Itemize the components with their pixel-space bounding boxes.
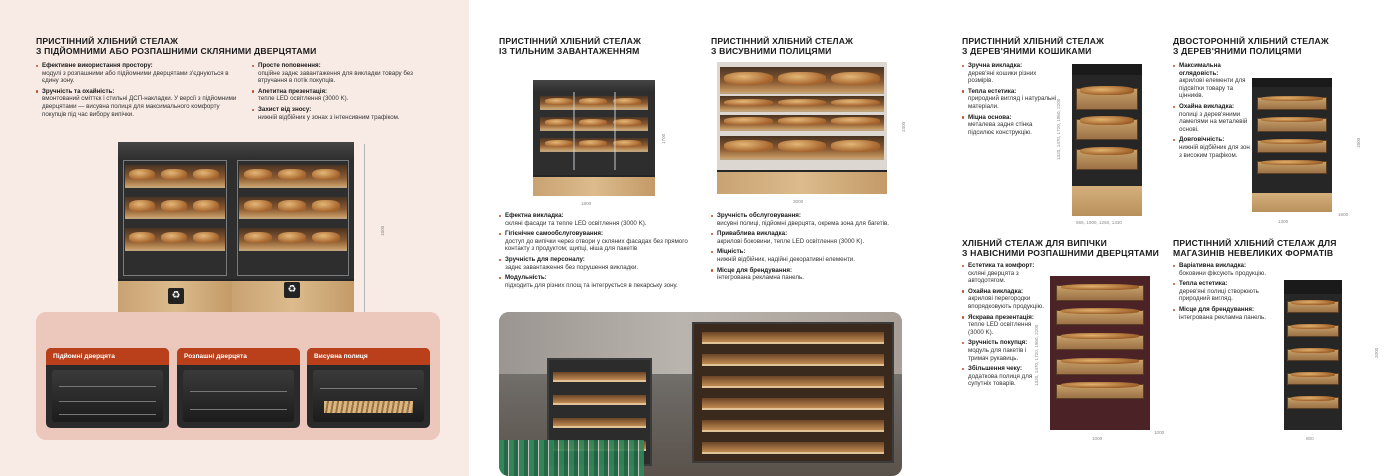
dim-height: 1800 — [1356, 137, 1361, 148]
feature-item: Гігієнічне самообслуговування: доступ до випічки через отвори у скляних фасадах без прямого контакту з продуктом; щипці, ніша для пакетів — [499, 230, 699, 253]
mid-col1-features — [499, 212, 699, 292]
basket-rack — [1072, 64, 1142, 216]
feature-item: Зручність покупця: модуль для пакетів і тримач рукавиць. — [962, 339, 1048, 362]
feature-item: Ефектна викладка: скляні фасади та тепле LED освітлення (3000 K). — [499, 212, 699, 227]
rack-module-right — [232, 142, 354, 318]
feature-item: Місце для брендування: інтегрована рекламна панель. — [711, 267, 911, 282]
feature-item: Ефективне використання простору: модулі з розпашними або підйомними дверцятами з'єднуються в єдину зону. — [36, 62, 242, 85]
dim-depth: 1600 — [1338, 212, 1349, 217]
feature-item: Збільшення чеку: додаткова полиця для супутніх товарів. — [962, 365, 1048, 388]
block4-features — [1173, 262, 1281, 324]
trash-bin-icon: ♻ — [168, 288, 184, 304]
mid-col1-title: ПРИСТІННИЙ ХЛІБНИЙ СТЕЛАЖ ІЗ ТИЛЬНИМ ЗАВАНТАЖЕННЯМ — [499, 36, 642, 56]
feature-item: Охайна викладка: полиці з дерев'яними ламелями на металевій основі. — [1173, 103, 1253, 133]
dim-height: 1320, 1470, 1720, 1950, 2200 — [1056, 98, 1061, 160]
block1-features — [962, 62, 1060, 139]
pullout-shelves-rack — [717, 62, 887, 194]
feature-item: Яскрава презентація: тепле LED освітлення (3000 K). — [962, 314, 1048, 337]
feature-item: Приваблива викладка: акрилові боковини, тепле LED освітлення (3000 K). — [711, 230, 911, 245]
dim-width: 665, 1000, 1250, 1330 — [1076, 220, 1122, 225]
option-lift-doors: Підйомні дверцята — [46, 348, 169, 428]
block3-title: ХЛІБНИЙ СТЕЛАЖ ДЛЯ ВИПІЧКИ З НАВІСНИМИ РОЗПАШНИМИ ДВЕРЦЯТАМИ — [962, 238, 1159, 258]
dim-height: 2000 — [1374, 347, 1379, 358]
left-features-col2 — [252, 62, 434, 124]
small-format-rack — [1284, 280, 1342, 430]
feature-item: Довговічність: нижній відбійник для зон з високим трафіком. — [1173, 136, 1253, 159]
swing-door-rack — [1050, 276, 1150, 430]
feature-item: Просте поповнення: опційне заднє завантаження для викладки товару без втручання в потік покупців. — [252, 62, 434, 85]
dim-width: 3000 — [793, 199, 804, 204]
dim-width: 800 — [1306, 436, 1314, 441]
dim-height: 1800 — [380, 225, 385, 236]
dim-width: 1000 — [1092, 436, 1103, 441]
feature-item: Максимальна оглядовість: акрилові елементи для підсвітки товару та цінників. — [1173, 62, 1253, 100]
option-pullout-shelf: Висувна полиця — [307, 348, 430, 428]
dim-width: 1800 — [581, 201, 592, 206]
middle-page — [469, 0, 932, 476]
feature-item: Зручна викладка: дерев'яні кошики різних розмірів. — [962, 62, 1060, 85]
left-features-col1 — [36, 62, 242, 121]
bakery-store-photo — [499, 312, 902, 476]
block2-title: ДВОСТОРОННІЙ ХЛІБНИЙ СТЕЛАЖ З ДЕРЕВ'ЯНИМИ ПОЛИЦЯМИ — [1173, 36, 1329, 56]
door-options-panel — [36, 312, 440, 440]
dim-depth: 1000 — [1154, 430, 1165, 435]
feature-item: Тепла естетика: дерев'яні полиці створюють природний вигляд. — [1173, 280, 1281, 303]
trash-bin-icon: ♻ — [284, 282, 300, 298]
dim-width: 1300 — [1278, 219, 1289, 224]
double-sided-rack — [1252, 78, 1332, 212]
left-page — [0, 0, 469, 476]
feature-item: Міцна основа: металева задня стінка підсилює конструкцію. — [962, 114, 1060, 137]
dim-height: 1320, 1470, 1720, 1950, 2200 — [1034, 324, 1039, 386]
feature-item: Міцність: нижній відбійник, надійні декоративні елементи. — [711, 248, 911, 263]
feature-item: Місце для брендування: інтегрована рекламна панель. — [1173, 306, 1281, 321]
option-swing-doors: Розпашні дверцята — [177, 348, 300, 428]
right-page — [932, 0, 1400, 476]
block4-title: ПРИСТІННИЙ ХЛІБНИЙ СТЕЛАЖ ДЛЯ МАГАЗИНІВ НЕВЕЛИКИХ ФОРМАТІВ — [1173, 238, 1337, 258]
mid-col2-title: ПРИСТІННИЙ ХЛІБНИЙ СТЕЛАЖ З ВИСУВНИМИ ПОЛИЦЯМИ — [711, 36, 854, 56]
rack-module-left — [118, 142, 232, 318]
mid-col2-features — [711, 212, 911, 285]
feature-item: Апетитна презентація: тепле LED освітлення (3000 K). — [252, 88, 434, 103]
feature-item: Зручність та охайність: вмонтований сміттєк і стильні ДСП-накладки. У версії з підйомними дверцятами — висувна полиця для максимального комфорту покупців під час вибору випічки. — [36, 88, 242, 118]
feature-item: Зручність обслуговування: висувні полиці, підйомні дверцята, окрема зона для багетів. — [711, 212, 911, 227]
feature-item: Естетика та комфорт: скляні дверцята з автодотягом. — [962, 262, 1048, 285]
feature-item: Варіативна викладка: боковини фіксують продукцію. — [1173, 262, 1281, 277]
block2-features — [1173, 62, 1253, 162]
rear-loading-rack — [533, 80, 655, 196]
feature-item: Зручність для персоналу: заднє завантаження без порушення викладки. — [499, 256, 699, 271]
feature-item: Модульність: підходить для різних площ та інтегрується в пекарську зону. — [499, 274, 699, 289]
dim-height: 2400 — [901, 121, 906, 132]
block1-title: ПРИСТІННИЙ ХЛІБНИЙ СТЕЛАЖ З ДЕРЕВ'ЯНИМИ КОШИКАМИ — [962, 36, 1105, 56]
feature-item: Тепла естетика: природний вигляд і натуральні матеріали. — [962, 88, 1060, 111]
feature-item: Охайна викладка: акрилові перегородки впорядковують продукцію. — [962, 288, 1048, 311]
dim-height: 1700 — [661, 133, 666, 144]
left-title: ПРИСТІННИЙ ХЛІБНИЙ СТЕЛАЖ З ПІДЙОМНИМИ АБО РОЗПАШНИМИ СКЛЯНИМИ ДВЕРЦЯТАМИ — [36, 36, 317, 56]
feature-item: Захист від зносу: нижній відбійник у зонах з інтенсивним трафіком. — [252, 106, 434, 121]
